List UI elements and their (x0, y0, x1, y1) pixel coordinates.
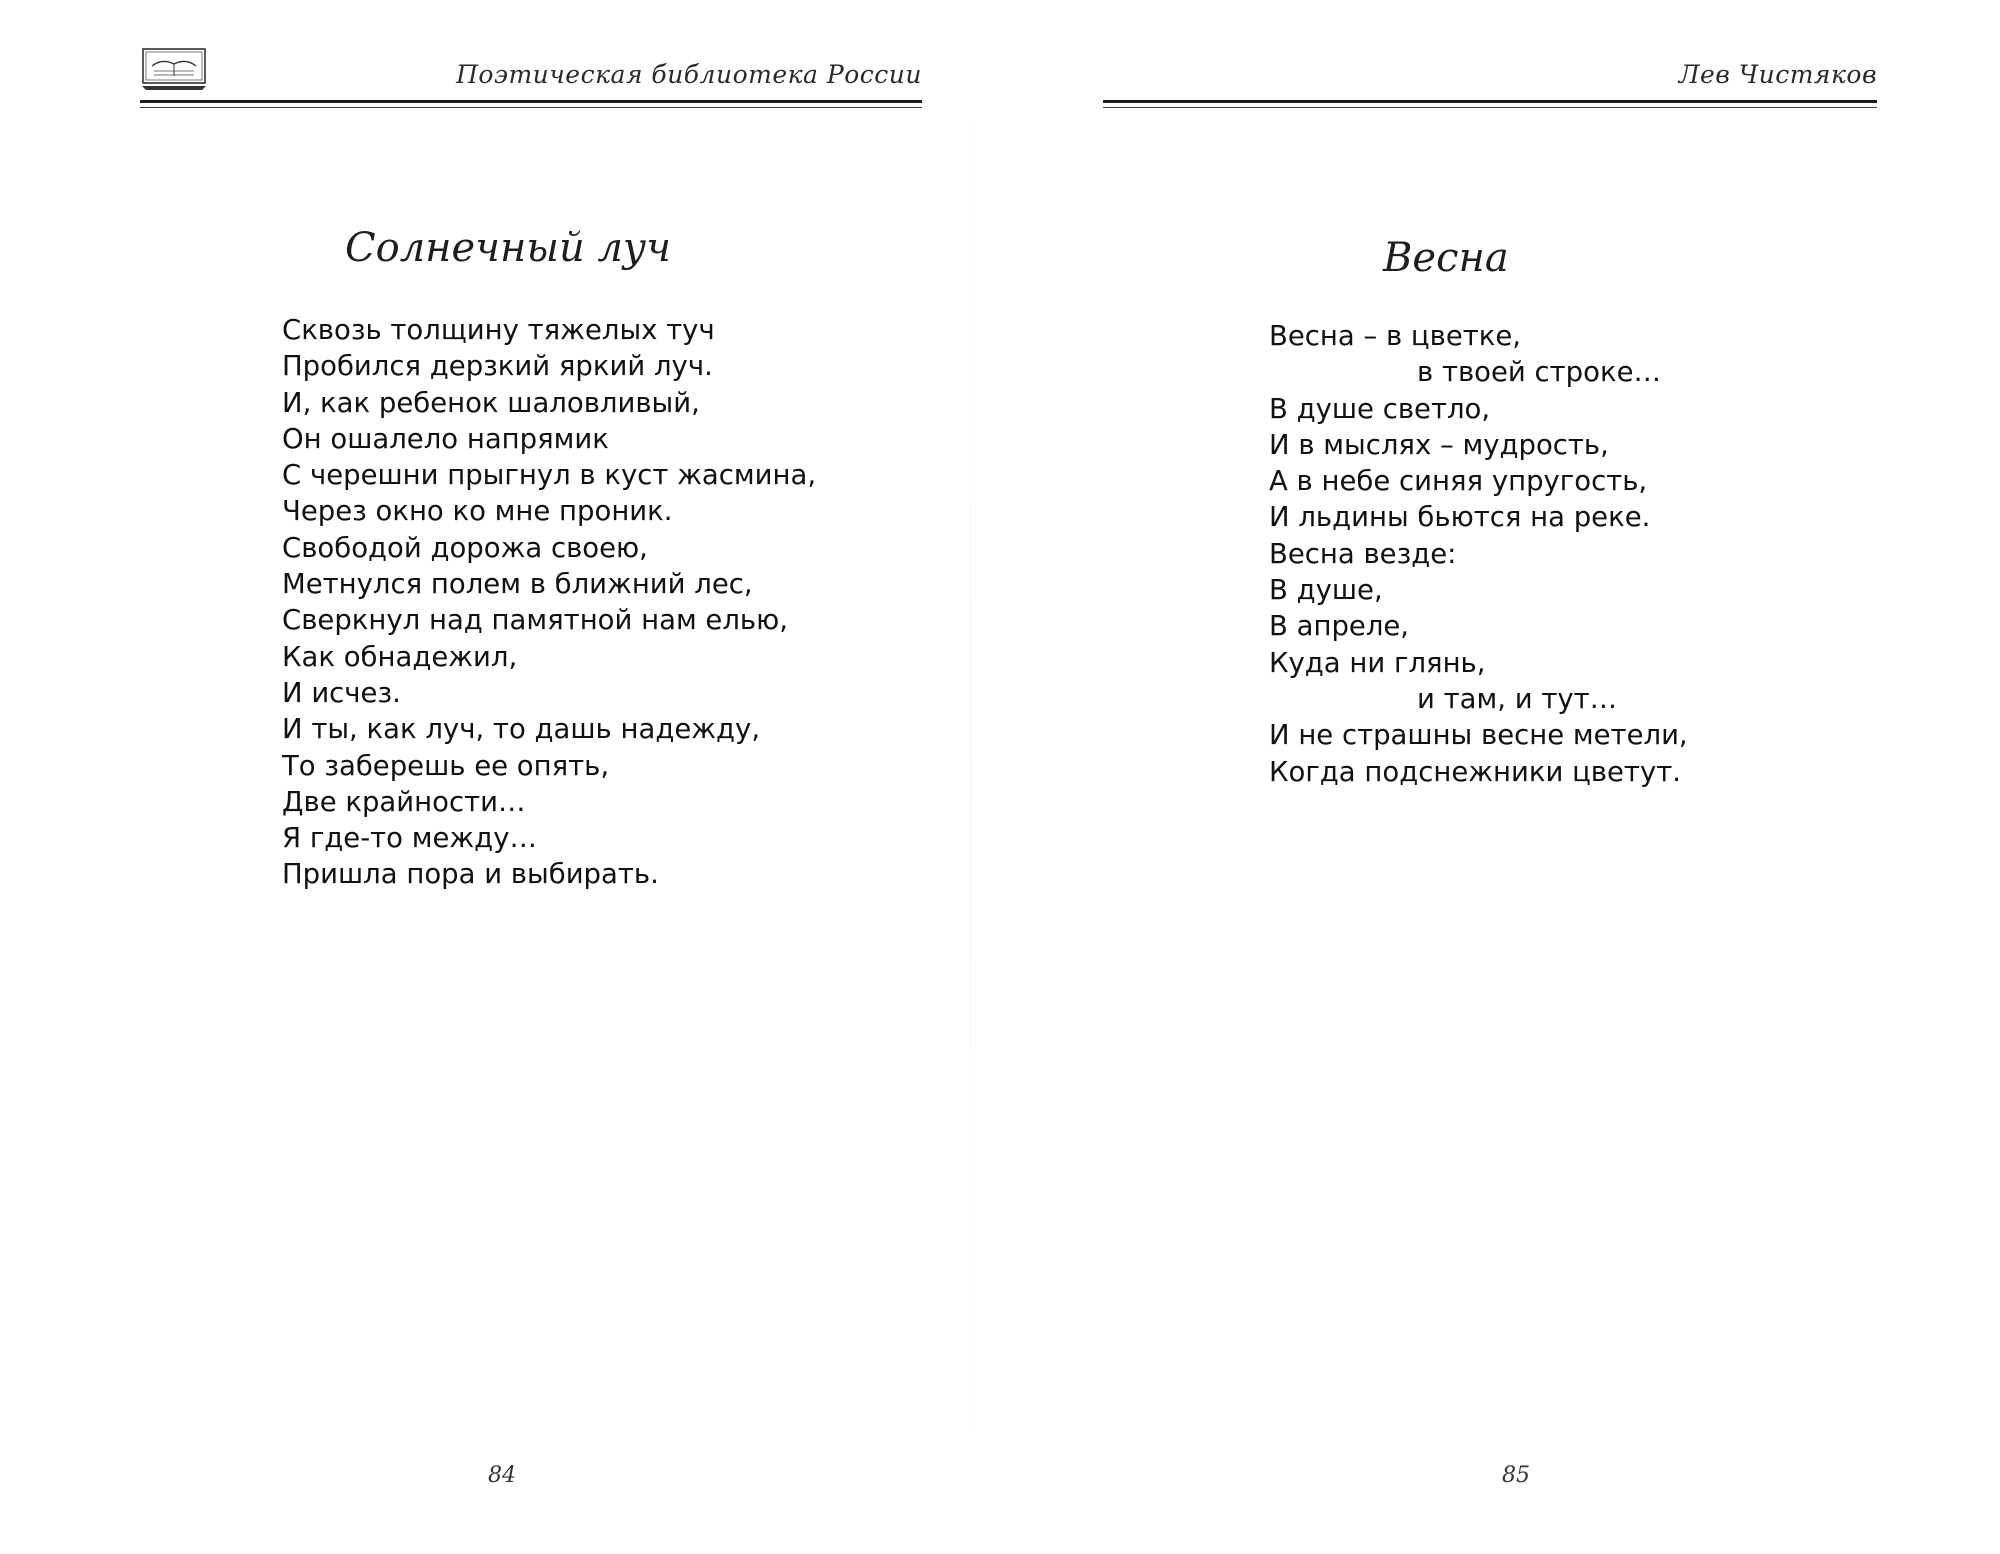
header-rule-thin (140, 107, 922, 108)
poem-line: Сквозь толщину тяжелых туч (282, 314, 715, 346)
right-page (985, 0, 2000, 1554)
page-number: 85 (1502, 1463, 1530, 1488)
poem-line: Весна везде: (1269, 537, 1457, 570)
poem-line: Весна – в цветке, (1269, 320, 1522, 352)
poem-line-indented: в твоей строке… (1417, 356, 1661, 389)
poem-line: Пришла пора и выбирать. (282, 858, 659, 891)
poem-title: Солнечный луч (345, 225, 672, 271)
poem-line: И не страшны весне метели, (1269, 719, 1688, 752)
left-running-header (140, 50, 922, 110)
author-name: Лев Чистяков (1678, 60, 1877, 89)
poem-line: Как обнадежил, (282, 640, 518, 673)
poem-body (1269, 318, 1688, 790)
poem-line: Метнулся полем в ближний лес, (282, 568, 753, 601)
poem-line: В душе светло, (1269, 392, 1491, 425)
poem-line: Когда подснежники цветут. (1269, 755, 1681, 788)
series-title: Поэтическая библиотека России (456, 60, 922, 89)
header-rule-thick (1103, 100, 1877, 103)
poem-title: Весна (1383, 235, 1509, 281)
poem-line: Я где-то между… (282, 822, 537, 855)
poem-line: С черешни прыгнул в куст жасмина, (282, 459, 817, 492)
poem-line: И, как ребенок шаловливый, (282, 386, 700, 419)
page-number: 84 (488, 1463, 516, 1488)
poem-line: Через окно ко мне проник. (282, 495, 673, 528)
header-rule-thin (1103, 107, 1877, 108)
poem-line: Две крайности… (282, 785, 526, 818)
poem-line: И в мыслях – мудрость, (1269, 428, 1609, 461)
poem-body (282, 312, 816, 893)
poem-line: И исчез. (282, 676, 401, 709)
left-page (0, 0, 985, 1554)
header-rule-thick (140, 100, 922, 103)
right-running-header (1103, 50, 1877, 110)
poem-line: Он ошалело напрямик (282, 422, 609, 455)
poem-line: И льдины бьются на реке. (1269, 501, 1651, 534)
book-logo-icon (140, 46, 208, 92)
poem-line-indented: и там, и тут… (1417, 682, 1618, 715)
poem-line: И ты, как луч, то дашь надежду, (282, 713, 761, 746)
poem-line: В душе, (1269, 574, 1383, 607)
poem-line: Пробился дерзкий яркий луч. (282, 350, 713, 383)
poem-line: Сверкнул над памятной нам елью, (282, 604, 789, 637)
poem-line: Куда ни глянь, (1269, 646, 1486, 679)
poem-line: В апреле, (1269, 610, 1410, 643)
poem-line: А в небе синяя упругость, (1269, 465, 1648, 498)
poem-line: То заберешь ее опять, (282, 749, 610, 782)
poem-line: Свободой дорожа своею, (282, 531, 648, 564)
